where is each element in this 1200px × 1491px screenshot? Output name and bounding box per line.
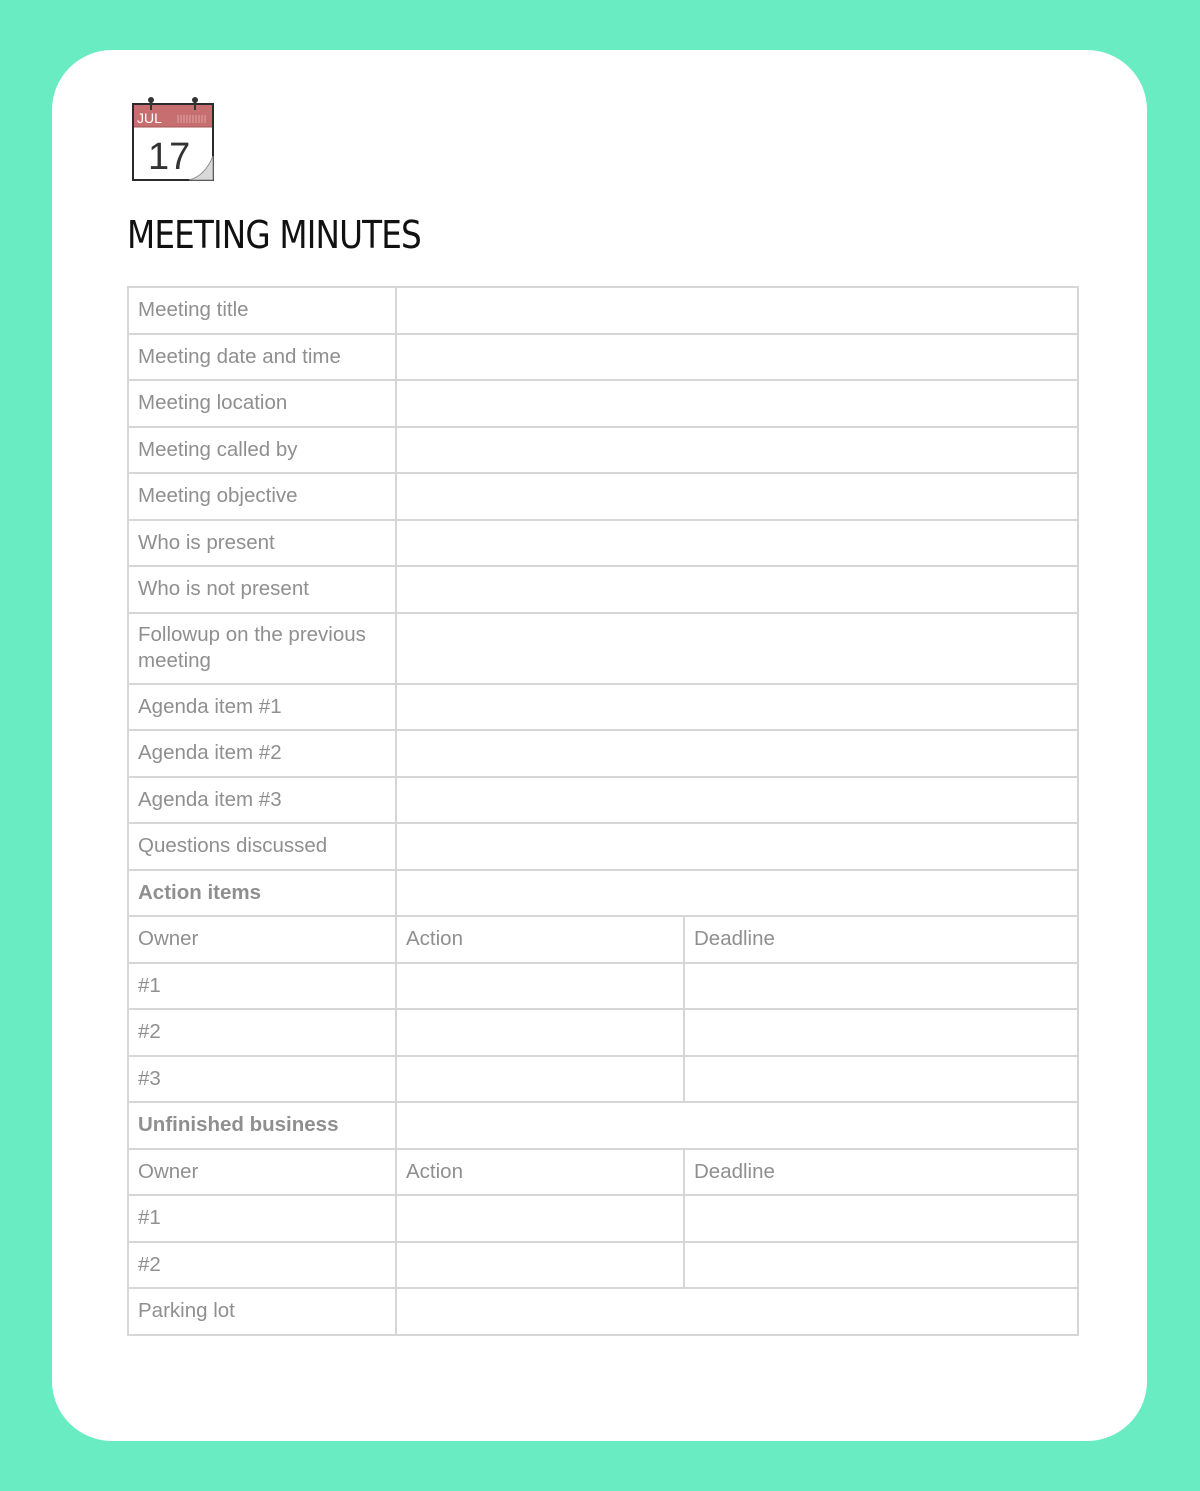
- header-row: [128, 1149, 1078, 1196]
- column-header-action: Action: [396, 916, 684, 963]
- table-row: [128, 287, 1078, 334]
- table-row: [128, 566, 1078, 613]
- column-header-action: Action: [396, 1149, 684, 1196]
- row-number: #2: [128, 1009, 396, 1056]
- table-row: [128, 963, 1078, 1010]
- action-cell[interactable]: [396, 1242, 684, 1289]
- row-label: Parking lot: [128, 1288, 396, 1335]
- column-header-deadline: Deadline: [684, 1149, 1078, 1196]
- calendar-icon: [131, 94, 217, 184]
- table-row: [128, 1195, 1078, 1242]
- value-cell[interactable]: [396, 427, 1078, 474]
- action-cell[interactable]: [396, 1195, 684, 1242]
- value-cell[interactable]: [396, 380, 1078, 427]
- table-row: [128, 473, 1078, 520]
- table-row: [128, 730, 1078, 777]
- row-label: Agenda item #2: [128, 730, 396, 777]
- table-row: [128, 684, 1078, 731]
- row-label: Meeting objective: [128, 473, 396, 520]
- value-cell[interactable]: [396, 334, 1078, 381]
- value-cell[interactable]: [396, 1102, 1078, 1149]
- section-label: Action items: [128, 870, 396, 917]
- table-row: [128, 520, 1078, 567]
- value-cell[interactable]: [396, 613, 1078, 684]
- row-label: Who is not present: [128, 566, 396, 613]
- value-cell[interactable]: [396, 777, 1078, 824]
- value-cell[interactable]: [396, 1288, 1078, 1335]
- deadline-cell[interactable]: [684, 1242, 1078, 1289]
- row-number: #2: [128, 1242, 396, 1289]
- value-cell[interactable]: [396, 566, 1078, 613]
- table-row: [128, 1288, 1078, 1335]
- value-cell[interactable]: [396, 684, 1078, 731]
- row-label: Questions discussed: [128, 823, 396, 870]
- section-label: Unfinished business: [128, 1102, 396, 1149]
- row-label: Meeting location: [128, 380, 396, 427]
- table-row: [128, 1009, 1078, 1056]
- row-label: Meeting title: [128, 287, 396, 334]
- value-cell[interactable]: [396, 730, 1078, 777]
- row-number: #1: [128, 963, 396, 1010]
- table-row: [128, 823, 1078, 870]
- value-cell[interactable]: [396, 823, 1078, 870]
- value-cell[interactable]: [396, 870, 1078, 917]
- deadline-cell[interactable]: [684, 963, 1078, 1010]
- row-label: Who is present: [128, 520, 396, 567]
- row-number: #3: [128, 1056, 396, 1103]
- section-row-action-items: [128, 870, 1078, 917]
- value-cell[interactable]: [396, 473, 1078, 520]
- action-cell[interactable]: [396, 1009, 684, 1056]
- action-cell[interactable]: [396, 963, 684, 1010]
- row-number: #1: [128, 1195, 396, 1242]
- deadline-cell[interactable]: [684, 1056, 1078, 1103]
- minutes-table: [127, 286, 1079, 1336]
- table-row: [128, 777, 1078, 824]
- action-cell[interactable]: [396, 1056, 684, 1103]
- deadline-cell[interactable]: [684, 1195, 1078, 1242]
- table-row: [128, 334, 1078, 381]
- table-row: [128, 380, 1078, 427]
- table-row: [128, 1242, 1078, 1289]
- column-header-deadline: Deadline: [684, 916, 1078, 963]
- row-label: Meeting date and time: [128, 334, 396, 381]
- calendar-month: JUL: [137, 110, 162, 126]
- row-label: Agenda item #1: [128, 684, 396, 731]
- column-header-owner: Owner: [128, 1149, 396, 1196]
- value-cell[interactable]: [396, 520, 1078, 567]
- table-row: [128, 1056, 1078, 1103]
- page-title: MEETING MINUTES: [127, 213, 421, 257]
- column-header-owner: Owner: [128, 916, 396, 963]
- document-card: [52, 50, 1147, 1441]
- row-label: Followup on the previous meeting: [128, 613, 396, 684]
- row-label: Agenda item #3: [128, 777, 396, 824]
- deadline-cell[interactable]: [684, 1009, 1078, 1056]
- table-row: [128, 613, 1078, 684]
- table-row: [128, 427, 1078, 474]
- calendar-day: 17: [148, 136, 191, 178]
- value-cell[interactable]: [396, 287, 1078, 334]
- section-row-unfinished-business: [128, 1102, 1078, 1149]
- row-label: Meeting called by: [128, 427, 396, 474]
- header-row: [128, 916, 1078, 963]
